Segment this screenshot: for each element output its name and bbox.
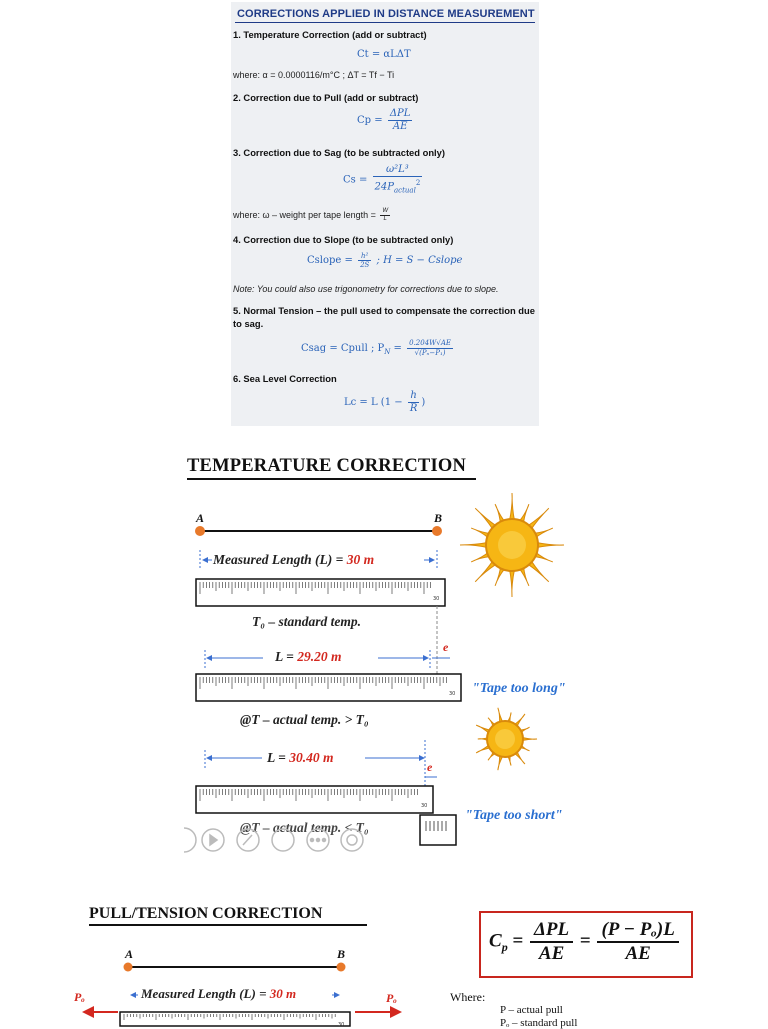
cp-numerator-2: (P − Pₒ)L [601, 919, 675, 940]
actual-temp-less-label: @T – actual temp. < T₀ [240, 820, 369, 835]
temperature-diagram-graphics [0, 490, 768, 860]
pull-formula-lhs: Cp = [357, 115, 383, 126]
cp-equals-1: = [512, 930, 524, 952]
sea-level-numerator: h [410, 390, 417, 401]
point-b-marker [432, 526, 442, 536]
cp-denominator-1: AE [538, 943, 565, 964]
sag-denominator: 24P [374, 181, 394, 193]
measured-length-value: 30 m [346, 552, 375, 567]
tape-too-short [196, 786, 433, 813]
normal-tension-numerator: 0.204W√AE [409, 339, 451, 347]
cp-numerator-1: ΔPL [534, 919, 570, 940]
sag-formula [343, 164, 424, 196]
tape-end-number: 30 [421, 803, 428, 809]
too-short-length-label [267, 750, 333, 766]
section-1-heading: 1. Temperature Correction (add or subtract) [233, 29, 427, 40]
sea-level-formula [344, 390, 425, 415]
pull-correction-formula-box [479, 911, 693, 978]
cp-denominator-2: AE [625, 943, 651, 964]
too-short-e-label: e [427, 760, 433, 774]
formula-sheet [231, 2, 539, 426]
po-left-label: Pₒ [74, 990, 85, 1004]
pull-measured-length-value: 30 m [269, 986, 297, 1001]
tape-end-box [420, 815, 456, 845]
measured-length-text: Measured Length (L) = [213, 552, 347, 567]
pull-point-a-marker [124, 963, 133, 972]
sag-where-fraction [380, 208, 390, 223]
slope-formula-fraction [358, 252, 371, 269]
tape-too-long-label: "Tape too long" [472, 681, 566, 696]
pull-formula [357, 108, 414, 133]
temperature-where: where: α = 0.0000116/m°C ; ΔT = Tf − Ti [233, 70, 395, 80]
sag-where-text: where: ω – weight per tape length = [233, 209, 376, 220]
measured-length-label [213, 552, 374, 568]
slope-formula-rhs: ; H = S − Cslope [376, 255, 463, 266]
tape-too-long [196, 674, 461, 701]
prev-control-icon [184, 828, 196, 852]
sag-where-numerator: W [382, 208, 389, 214]
cp-fraction-2 [597, 919, 678, 965]
highlighter-icon [272, 829, 294, 851]
pull-diagram-graphics [0, 940, 460, 1028]
section-2-heading: 2. Correction due to Pull (add or subtract) [233, 92, 419, 103]
slope-note: Note: You could also use trigonometry for corrections due to slope. [233, 284, 499, 294]
normal-tension-formula [301, 339, 455, 358]
slope-numerator: h² [361, 252, 369, 260]
where-label: Where: [450, 990, 486, 1004]
section-5-heading: 5. Normal Tension – the pull used to compensate the correction due to sag. [233, 305, 535, 329]
sun-ray [536, 542, 564, 547]
sun-icon-large [460, 493, 564, 597]
too-short-length-text: L = [267, 750, 290, 765]
sag-numerator: ω²L³ [386, 164, 409, 175]
cp-subscript: p [501, 940, 508, 955]
tape-too-short-label: "Tape too short" [465, 808, 563, 823]
settings-icon [341, 829, 363, 851]
section-3-heading: 3. Correction due to Sag (to be subtracted only) [233, 147, 445, 158]
slope-formula [307, 252, 462, 269]
too-long-length-value: 29.20 m [297, 649, 342, 664]
normal-tension-fraction [407, 339, 453, 358]
sag-denominator-sup: 2 [415, 179, 421, 187]
legend-actual-pull: P – actual pull [500, 1004, 563, 1016]
media-controls-overlay[interactable] [180, 822, 370, 856]
pull-numerator: ΔPL [389, 108, 411, 119]
too-long-e-label: e [443, 640, 449, 654]
pull-denominator: AE [392, 121, 408, 132]
sheet-title: CORRECTIONS APPLIED IN DISTANCE MEASUREMENT [237, 8, 535, 20]
sag-where-denominator: L [383, 216, 387, 222]
sea-level-close: ) [421, 397, 426, 408]
sag-where [233, 208, 392, 223]
sea-level-fraction [408, 390, 420, 415]
sag-denominator-sub: actual [393, 186, 416, 195]
section-4-heading: 4. Correction due to Slope (to be subtracted only) [233, 234, 454, 245]
temp-point-b-label: B [434, 511, 443, 525]
actual-temp-greater-label: @T – actual temp. > T₀ [240, 712, 369, 727]
pull-formula-fraction [388, 108, 413, 133]
pull-point-a-label: A [125, 947, 134, 961]
tape-end-number: 30 [433, 596, 440, 602]
too-short-length-value: 30.40 m [289, 750, 334, 765]
pull-tape [120, 1012, 350, 1028]
pull-point-b-marker [337, 963, 346, 972]
sun-ray [509, 569, 514, 597]
too-long-length-label [275, 649, 341, 665]
sheet-title-underline [235, 22, 535, 23]
normal-tension-lhs: Csag = Cpull ; P [301, 343, 385, 354]
tape-standard [196, 579, 445, 606]
pull-measured-length-text: Measured Length (L) = [141, 986, 270, 1001]
tape-end-number: 30 [338, 1022, 345, 1028]
sun-icon-small [476, 708, 537, 770]
sag-formula-lhs: Cs = [343, 174, 368, 186]
sea-level-lhs: Lc = L (1 − [344, 397, 403, 408]
sag-formula-fraction [373, 164, 423, 196]
legend-standard-pull: Pₒ – standard pull [500, 1017, 578, 1029]
normal-tension-denominator: √(Pₙ−P₁) [414, 349, 446, 357]
po-right-label: Pₒ [386, 991, 397, 1005]
pull-correction-formula [489, 919, 681, 965]
temp-point-a-label: A [196, 511, 205, 525]
sun-ray [460, 542, 488, 547]
normal-tension-eq: = [393, 343, 402, 354]
pull-point-b-label: B [337, 947, 346, 961]
temperature-title-underline [187, 478, 476, 480]
cp-fraction-1 [530, 919, 573, 965]
sea-level-denominator: R [409, 403, 418, 414]
temperature-correction-title: TEMPERATURE CORRECTION [187, 456, 467, 476]
cp-equals-2: = [579, 930, 591, 952]
point-a-marker [195, 526, 205, 536]
too-long-length-text: L = [275, 649, 298, 664]
sun-ray [509, 493, 514, 521]
pull-title-underline [89, 924, 367, 926]
standard-temp-label: T₀ – standard temp. [252, 614, 361, 629]
tape-end-number: 30 [449, 691, 456, 697]
pull-correction-title: PULL/TENSION CORRECTION [89, 905, 323, 922]
section-6-heading: 6. Sea Level Correction [233, 373, 337, 384]
slope-formula-lhs: Cslope = [307, 255, 353, 266]
slope-denominator: 2S [360, 261, 370, 269]
temperature-formula: Ct = αLΔT [357, 49, 411, 60]
pull-measured-length-label [141, 986, 296, 1002]
cp-symbol: C [489, 930, 502, 952]
normal-tension-sub: N [384, 348, 391, 356]
